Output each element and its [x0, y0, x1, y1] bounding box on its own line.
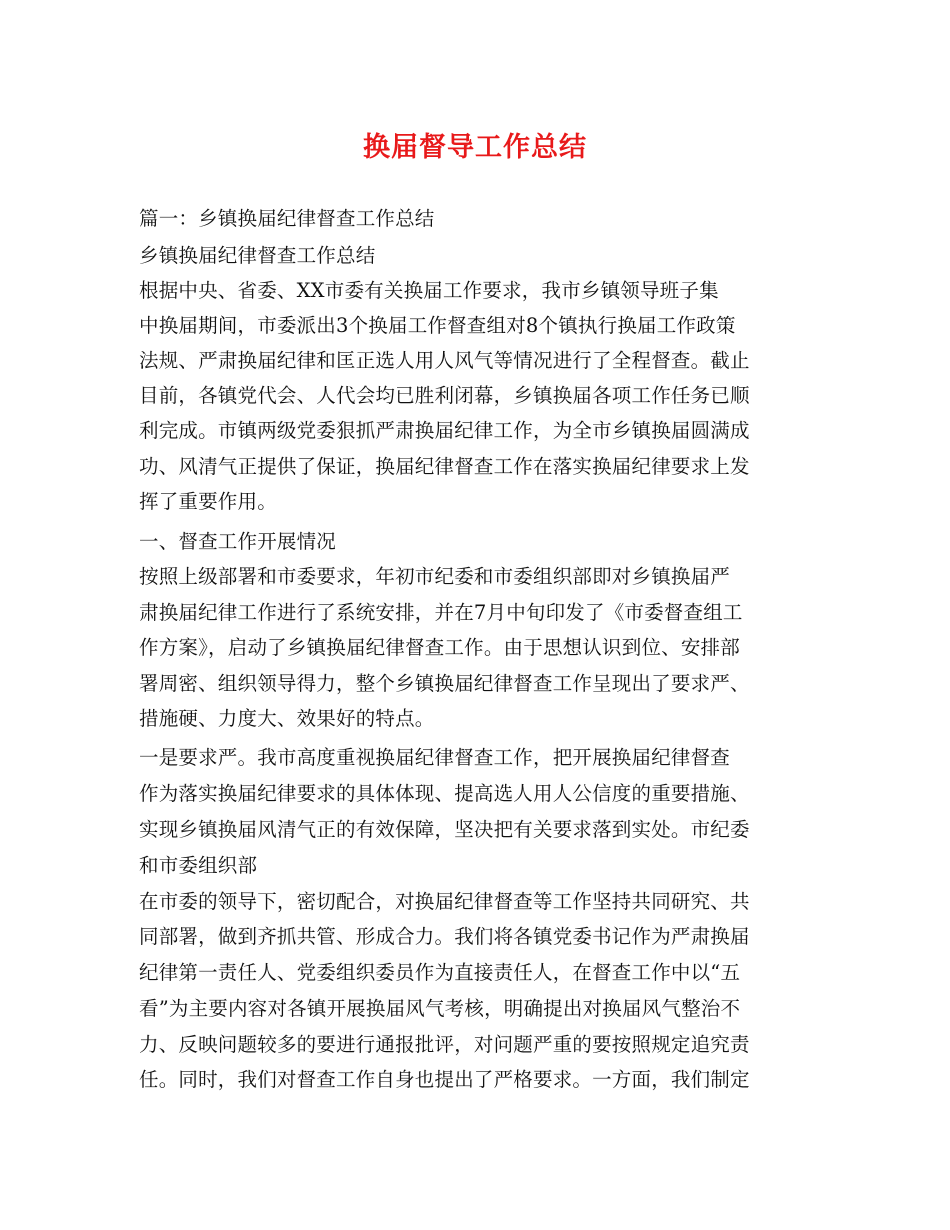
text-line: 利完成。市镇两级党委狠抓严肃换届纪律工作，为全市乡镇换届圆满成: [139, 419, 750, 442]
text-line: 篇一：乡镇换届纪律督查工作总结: [139, 207, 435, 230]
text-line: 一是要求严。我市高度重视换届纪律督查工作，把开展换届纪律督查: [139, 746, 731, 769]
text-line: 措施硬、力度大、效果好的特点。: [139, 707, 435, 730]
text-line: 纪律第一责任人、党委组织委员作为直接责任人，在督查工作中以“五: [139, 961, 741, 984]
text-line: 作方案》，启动了乡镇换届纪律督查工作。由于思想认识到位、安排部: [139, 636, 740, 659]
text-line: 在市委的领导下，密切配合，对换届纪律督查等工作坚持共同研究、共: [139, 890, 750, 913]
text-line: 中换届期间，市委派出3个换届工作督查组对8个镇执行换届工作政策: [139, 314, 736, 337]
text-line: 乡镇换届纪律督查工作总结: [139, 244, 376, 267]
text-line: 同部署，做到齐抓共管、形成合力。我们将各镇党委书记作为严肃换届: [139, 925, 750, 948]
text-line: 法规、严肃换届纪律和匡正选人用人风气等情况进行了全程督查。截止: [139, 349, 750, 372]
text-line: 挥了重要作用。: [139, 490, 277, 513]
text-line: 和市委组织部: [139, 854, 258, 877]
text-line: 目前，各镇党代会、人代会均已胜利闭幕，乡镇换届各项工作任务已顺: [139, 384, 750, 407]
text-line: 功、风清气正提供了保证，换届纪律督查工作在落实换届纪律要求上发: [139, 455, 750, 478]
text-line: 根据中央、省委、XX市委有关换届工作要求，我市乡镇领导班子集: [139, 279, 719, 302]
text-line: 任。同时，我们对督查工作自身也提出了严格要求。一方面，我们制定: [139, 1068, 750, 1091]
text-line: 作为落实换届纪律要求的具体体现、提高选人用人公信度的重要措施、: [139, 782, 750, 805]
section-heading: 一、督查工作开展情况: [139, 530, 337, 553]
text-line: 实现乡镇换届风清气正的有效保障，坚决把有关要求落到实处。市纪委: [139, 818, 750, 841]
text-line: 署周密、组织领导得力，整个乡镇换届纪律督查工作呈现出了要求严、: [139, 672, 750, 695]
text-line: 力、反映问题较多的要进行通报批评，对问题严重的要按照规定追究责: [139, 1033, 750, 1056]
text-line: 看”为主要内容对各镇开展换届风气考核，明确提出对换届风气整治不: [139, 997, 741, 1020]
text-line: 肃换届纪律工作进行了系统安排，并在7月中旬印发了《市委督查组工: [139, 601, 743, 624]
document-title: 换届督导工作总结: [363, 132, 587, 163]
text-line: 按照上级部署和市委要求，年初市纪委和市委组织部即对乡镇换届严: [139, 565, 731, 588]
